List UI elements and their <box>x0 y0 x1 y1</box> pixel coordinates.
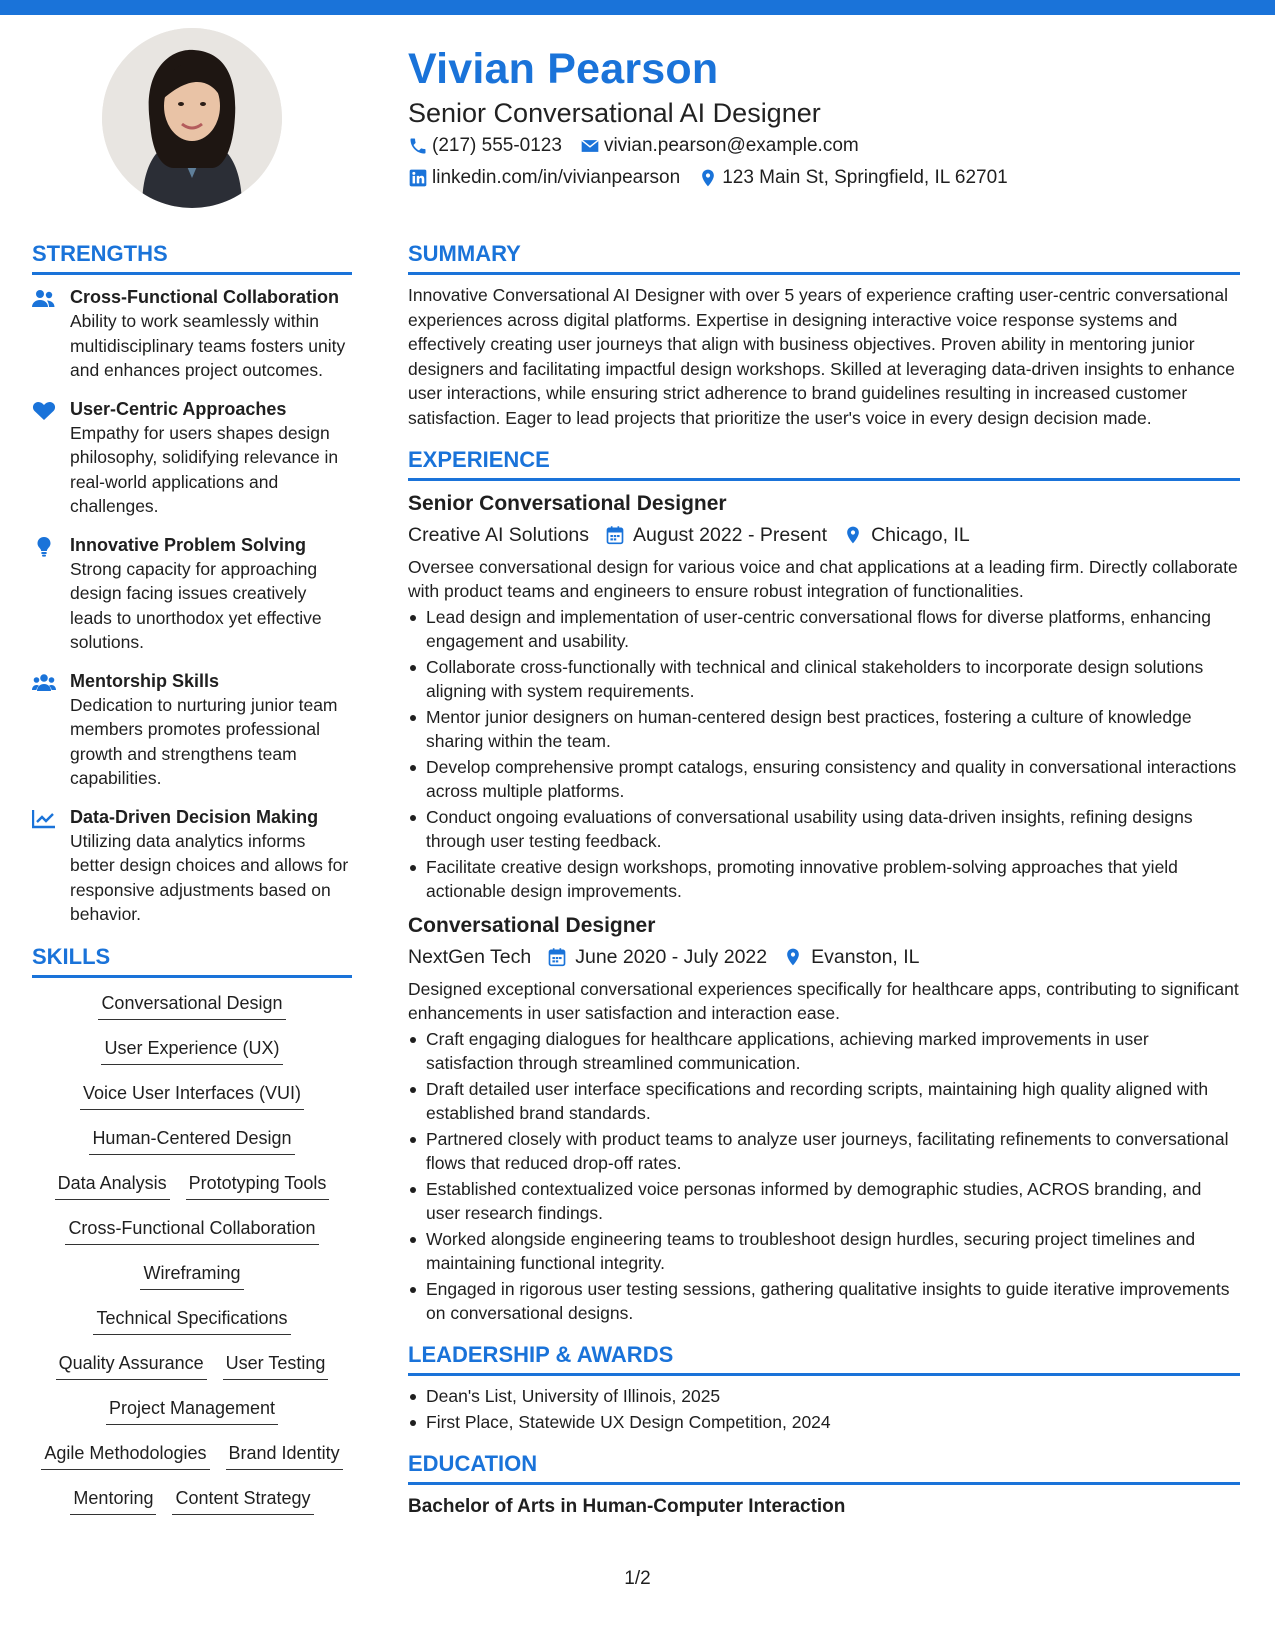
main-content <box>408 238 1240 1521</box>
candidate-title: Senior Conversational AI Designer <box>408 98 821 128</box>
job-description: Oversee conversational design for various voice and chat applications at a leading firm. Directly collaborate with product teams and engineers to ensure robust integration of functionalities. <box>408 557 1238 601</box>
calendar-icon <box>605 525 625 545</box>
email-text: vivian.pearson@example.com <box>603 135 859 156</box>
awards-heading: LEADERSHIP & AWARDS <box>408 1339 1240 1376</box>
strength-title: Cross-Functional Collaboration <box>70 287 340 307</box>
skill-tag: User Testing <box>223 1350 329 1380</box>
page-number: 1/2 <box>624 1568 651 1589</box>
strength-title: User-Centric Approaches <box>70 398 287 419</box>
calendar-icon <box>547 947 567 967</box>
job-bullet: Partnered closely with product teams to analyze user journeys, facilitating refinements to conversational flows that reduced drop-off rates. <box>408 1127 1240 1175</box>
linkedin-contact[interactable] <box>408 162 680 194</box>
heart-icon <box>32 401 56 421</box>
education-heading: EDUCATION <box>408 1448 1240 1485</box>
skill-tag: User Experience (UX) <box>101 1035 282 1065</box>
company-name: Creative AI Solutions <box>408 524 590 546</box>
job-dates <box>547 941 767 973</box>
skill-tag: Mentoring <box>70 1485 156 1515</box>
team-icon <box>32 673 56 693</box>
sidebar <box>32 238 352 1530</box>
skill-row <box>32 1260 352 1305</box>
skill-row <box>32 1485 352 1530</box>
email-contact[interactable] <box>580 130 859 162</box>
location-text: Chicago, IL <box>871 524 970 546</box>
skill-tag: Wireframing <box>140 1260 243 1290</box>
strength-desc: Empathy for users shapes design philosophy, solidifying relevance in real-world applications and challenges. <box>70 422 339 516</box>
education-degree: Bachelor of Arts in Human-Computer Interaction <box>408 1496 846 1517</box>
strength-item <box>32 669 352 791</box>
skill-row <box>32 1350 352 1395</box>
skill-tag: Content Strategy <box>172 1485 313 1515</box>
skills-list <box>32 990 352 1530</box>
skill-tag: Cross-Functional Collaboration <box>65 1215 318 1245</box>
skills-heading: SKILLS <box>32 941 352 978</box>
job-bullet: Engaged in rigorous user testing sessions, gathering qualitative insights to guide iterative improvements on conversational designs. <box>408 1277 1240 1325</box>
strength-title: Mentorship Skills <box>70 670 220 691</box>
job-dates <box>605 519 827 551</box>
strength-desc: Utilizing data analytics informs better design choices and allows for responsive adjustments based on behavior. <box>70 830 349 924</box>
skill-row <box>32 1215 352 1260</box>
skill-tag: Brand Identity <box>226 1440 343 1470</box>
job-bullet: Worked alongside engineering teams to troubleshoot design hurdles, securing project timelines and maintaining functional integrity. <box>408 1227 1240 1275</box>
award-item: First Place, Statewide UX Design Competition, 2024 <box>408 1410 1240 1434</box>
profile-photo <box>102 28 282 208</box>
location-pin-icon <box>783 947 803 967</box>
job-company <box>408 519 589 551</box>
skill-row <box>32 1035 352 1080</box>
experience-heading: EXPERIENCE <box>408 444 1240 481</box>
chart-line-icon <box>32 809 56 829</box>
resume-header <box>408 40 1238 194</box>
summary-text: Innovative Conversational AI Designer with over 5 years of experience crafting user-centric conversational experiences across digital platforms. Expertise in designing interactive voice response systems and effectively creating user journeys that align with business objectives. Proven ability in mentoring junior designers and facilitating impactful design workshops. Skilled at leveraging data-driven insights to enhance user interactions, while ensuring strict adherence to brand guidelines resulting in increased customer satisfaction. Eager to lead projects that prioritize the user's voice in every design decision made. <box>408 285 1235 428</box>
skill-tag: Agile Methodologies <box>41 1440 209 1470</box>
skill-tag: Quality Assurance <box>56 1350 207 1380</box>
summary-heading: SUMMARY <box>408 238 1240 275</box>
skill-tag: Human-Centered Design <box>89 1125 294 1155</box>
strengths-heading: STRENGTHS <box>32 238 352 275</box>
skill-row <box>32 990 352 1035</box>
job-bullets <box>408 605 1240 903</box>
strengths-list <box>32 285 352 927</box>
job-description: Designed exceptional conversational experiences specifically for healthcare apps, contributing to significant enhancements in user satisfaction and interaction ease. <box>408 979 1239 1023</box>
linkedin-icon <box>408 168 428 188</box>
address-contact <box>698 162 1008 194</box>
strength-item <box>32 285 352 383</box>
strength-desc: Dedication to nurturing junior team members promotes professional growth and strengthens team capabilities. <box>70 694 338 788</box>
skill-tag: Prototyping Tools <box>186 1170 330 1200</box>
job-bullet: Draft detailed user interface specifications and recording scripts, maintaining high quality aligned with established brand standards. <box>408 1077 1240 1125</box>
job-bullet: Established contextualized voice personas informed by demographic studies, ACROS branding, and user research findings. <box>408 1177 1240 1225</box>
candidate-name: Vivian Pearson <box>408 45 719 93</box>
skill-row <box>32 1125 352 1170</box>
phone-text: (217) 555-0123 <box>432 135 562 156</box>
job-location <box>843 519 970 551</box>
job-bullet: Facilitate creative design workshops, promoting innovative problem-solving approaches that yield actionable design improvements. <box>408 855 1240 903</box>
job-company <box>408 941 531 973</box>
linkedin-text: linkedin.com/in/vivianpearson <box>432 167 681 188</box>
location-pin-icon <box>698 168 718 188</box>
job-meta <box>408 941 1240 973</box>
skill-row <box>32 1440 352 1485</box>
job-location <box>783 941 919 973</box>
award-item: Dean's List, University of Illinois, 2025 <box>408 1384 1240 1408</box>
job-bullet: Craft engaging dialogues for healthcare applications, achieving marked improvements in user satisfaction through streamlined communication. <box>408 1027 1240 1075</box>
location-text: Evanston, IL <box>811 946 920 968</box>
skill-row <box>32 1305 352 1350</box>
location-pin-icon <box>843 525 863 545</box>
job-title: Senior Conversational Designer <box>408 492 727 515</box>
strength-desc: Ability to work seamlessly within multidisciplinary teams fosters unity and enhances project outcomes. <box>70 311 346 380</box>
job-bullet: Develop comprehensive prompt catalogs, ensuring consistency and quality in conversational interactions across multiple platforms. <box>408 755 1240 803</box>
skill-tag: Data Analysis <box>55 1170 170 1200</box>
users-icon <box>32 289 56 309</box>
phone-icon <box>408 136 428 156</box>
envelope-icon <box>580 136 600 156</box>
awards-list <box>408 1384 1240 1434</box>
job-title: Conversational Designer <box>408 914 656 937</box>
strength-title: Innovative Problem Solving <box>70 534 307 555</box>
skill-tag: Project Management <box>106 1395 278 1425</box>
strength-item <box>32 805 352 927</box>
skill-tag: Conversational Design <box>98 990 285 1020</box>
skill-tag: Voice User Interfaces (VUI) <box>80 1080 304 1110</box>
skill-tag: Technical Specifications <box>93 1305 290 1335</box>
skill-row <box>32 1170 352 1215</box>
top-accent-bar <box>0 0 1275 15</box>
job-entry <box>408 489 1240 903</box>
dates-text: August 2022 - Present <box>633 524 828 546</box>
job-meta <box>408 519 1240 551</box>
lightbulb-icon <box>32 537 56 557</box>
strength-title: Data-Driven Decision Making <box>70 806 319 827</box>
contact-row-1 <box>408 130 1238 162</box>
job-bullet: Lead design and implementation of user-centric conversational flows for diverse platforms, enhancing engagement and usability. <box>408 605 1240 653</box>
dates-text: June 2020 - July 2022 <box>575 946 768 968</box>
address-text: 123 Main St, Springfield, IL 62701 <box>722 167 1008 188</box>
experience-list <box>408 489 1240 1325</box>
phone-contact[interactable] <box>408 130 562 162</box>
job-bullet: Collaborate cross-functionally with technical and clinical stakeholders to incorporate design solutions aligning with system requirements. <box>408 655 1240 703</box>
company-name: NextGen Tech <box>408 946 532 968</box>
portrait-image <box>102 28 282 208</box>
job-entry <box>408 911 1240 1325</box>
job-bullet: Mentor junior designers on human-centered design best practices, fostering a culture of knowledge sharing within the team. <box>408 705 1240 753</box>
skill-row <box>32 1080 352 1125</box>
strength-desc: Strong capacity for approaching design facing issues creatively leads to unorthodox yet effective solutions. <box>70 558 322 652</box>
skill-row <box>32 1395 352 1440</box>
job-bullets <box>408 1027 1240 1325</box>
strength-item <box>32 397 352 519</box>
job-bullet: Conduct ongoing evaluations of conversational usability using data-driven insights, refining designs through user testing feedback. <box>408 805 1240 853</box>
contact-row-2 <box>408 162 1238 194</box>
strength-item <box>32 533 352 655</box>
